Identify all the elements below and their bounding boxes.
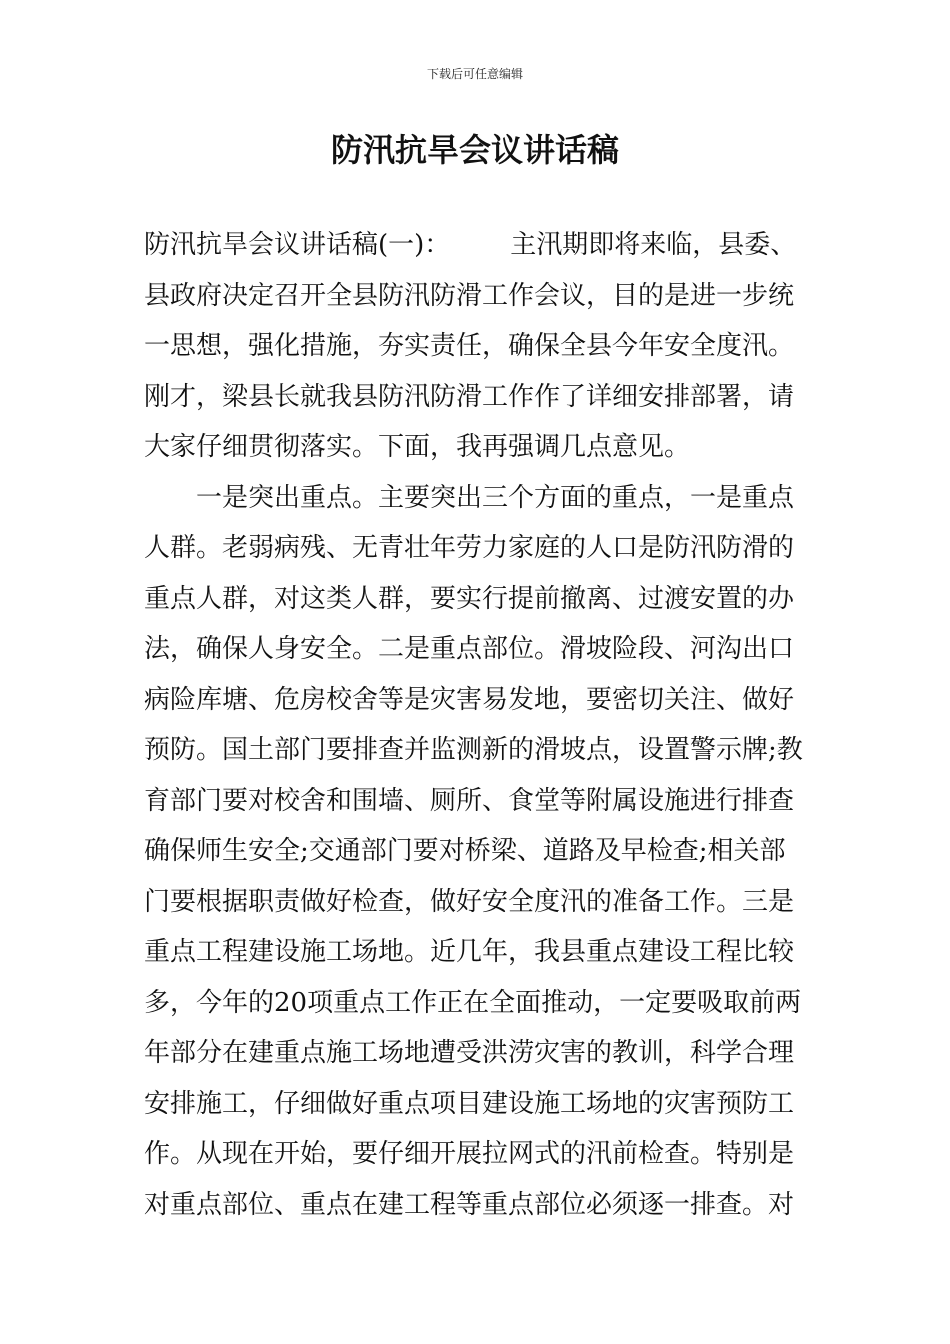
text-line: 育部门要对校舍和围墙、厕所、食堂等附属设施进行排查 bbox=[144, 785, 795, 816]
header-note: 下载后可任意编辑 bbox=[426, 67, 523, 81]
section-heading: 防汛抗旱会议讲话稿(一)： bbox=[144, 230, 451, 260]
text-line: 年部分在建重点施工场地遭受洪涝灾害的教训，科学合理 bbox=[144, 1038, 795, 1068]
text-line: 刚才，梁县长就我县防汛防滑工作作了详细安排部署，请 bbox=[144, 381, 795, 412]
text-line: 门要根据职责做好检查，做好安全度汛的准备工作。三是 bbox=[144, 886, 795, 917]
text-line: 一思想，强化措施，夯实责任，确保全县今年安全度汛。 bbox=[144, 331, 795, 361]
text-line: 重点人群，对这类人群，要实行提前撤离、过渡安置的办 bbox=[144, 583, 795, 614]
document-body bbox=[144, 220, 814, 1230]
paragraph-2 bbox=[144, 473, 814, 1231]
paragraph-1 bbox=[144, 220, 814, 473]
text-line: 重点工程建设施工场地。近几年，我县重点建设工程比较 bbox=[144, 937, 795, 967]
text-line: 大家仔细贯彻落实。下面，我再强调几点意见。 bbox=[144, 432, 691, 462]
text-line: 多，今年的20项重点工作正在全面推动，一定要吸取前两 bbox=[144, 987, 802, 1018]
text-line: 预防。国土部门要排查并监测新的滑坡点，设置警示牌;教 bbox=[144, 735, 803, 765]
document-title: 防汛抗旱会议讲话稿 bbox=[330, 131, 619, 169]
text-line bbox=[144, 220, 814, 271]
text-line: 确保师生安全;交通部门要对桥梁、道路及早检查;相关部 bbox=[144, 836, 786, 866]
text-line: 对重点部位、重点在建工程等重点部位必须逐一排查。对 bbox=[144, 1189, 795, 1220]
text-line: 一是突出重点。主要突出三个方面的重点，一是重点 bbox=[196, 482, 795, 513]
text-line: 县政府决定召开全县防汛防滑工作会议，目的是进一步统 bbox=[144, 280, 795, 311]
text-line: 人群。老弱病残、无青壮年劳力家庭的人口是防汛防滑的 bbox=[144, 533, 795, 563]
text-line: 病险库塘、危房校舍等是灾害易发地，要密切关注、做好 bbox=[144, 684, 795, 715]
text-line: 法，确保人身安全。二是重点部位。滑坡险段、河沟出口 bbox=[144, 634, 795, 664]
text-line: 作。从现在开始，要仔细开展拉网式的汛前检查。特别是 bbox=[144, 1139, 795, 1169]
text-line: 安排施工，仔细做好重点项目建设施工场地的灾害预防工 bbox=[144, 1088, 795, 1119]
line-text: 主汛期即将来临，县委、 bbox=[510, 230, 797, 260]
